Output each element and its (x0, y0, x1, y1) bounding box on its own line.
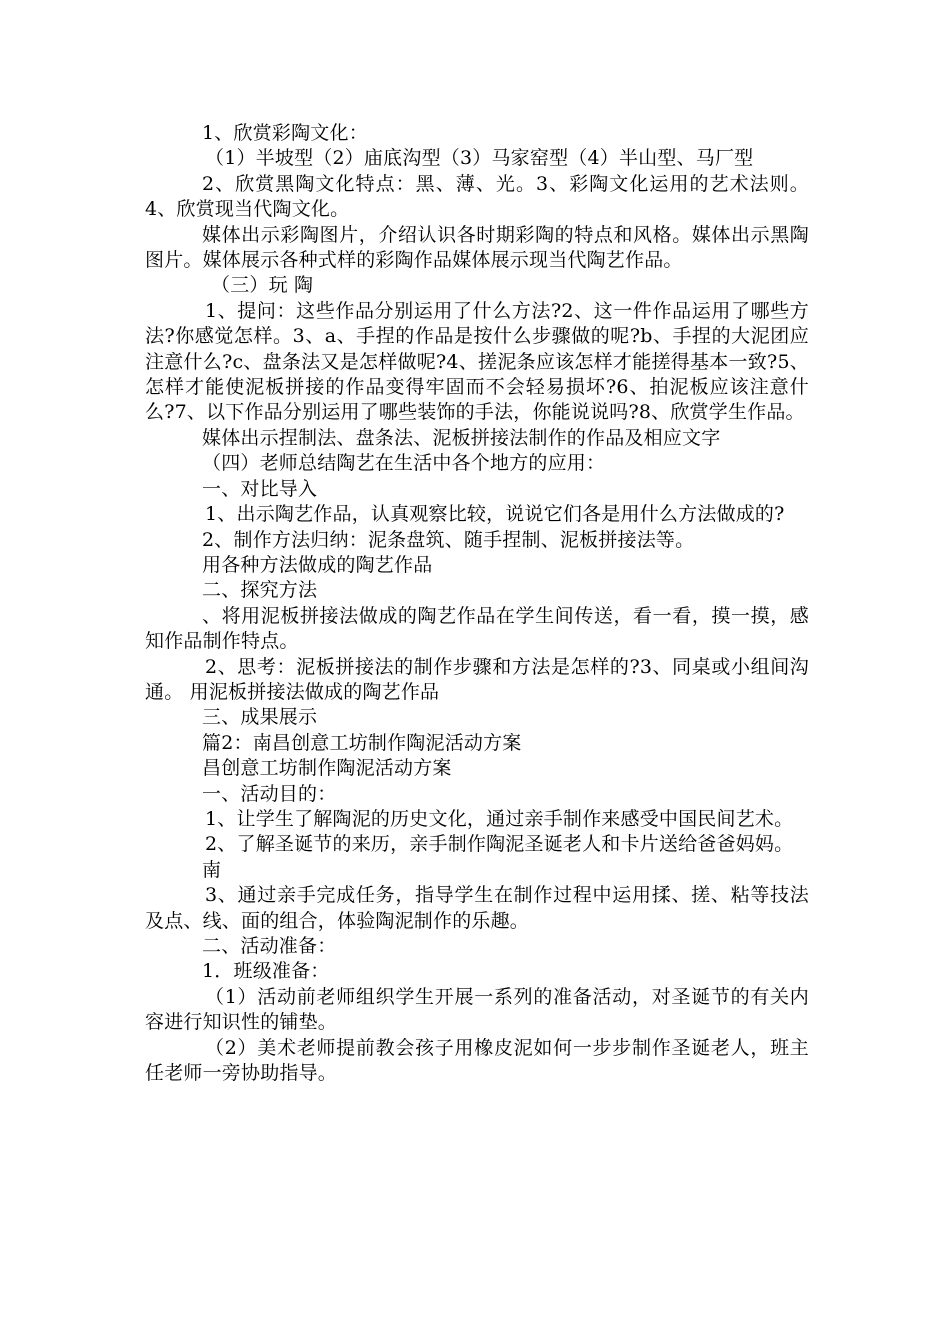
paragraph: 南 (202, 858, 222, 881)
paragraph: （1）活动前老师组织学生开展一系列的准备活动，对圣诞节的有关内容进行知识性的铺垫。 (145, 985, 809, 1034)
paragraph: （1）半坡型（2）庙底沟型（3）马家窑型（4）半山型、马厂型 (205, 147, 754, 170)
paragraph: 2、了解圣诞节的来历，亲手制作陶泥圣诞老人和卡片送给爸爸妈妈。 (205, 833, 794, 856)
section-heading: 一、对比导入 (202, 477, 318, 500)
paragraph: 1、欣赏彩陶文化： (202, 122, 368, 144)
paragraph: 、将用泥板拼接法做成的陶艺作品在学生间传送，看一看，摸一摸，感知作品制作特点。 (145, 604, 809, 653)
section-heading: （三）玩 陶 (211, 274, 314, 297)
article-subtitle: 昌创意工坊制作陶泥活动方案 (202, 757, 452, 780)
paragraph: 2、欣赏黑陶文化特点：黑、薄、光。3、彩陶文化运用的艺术法则。4、欣赏现当代陶文化。 (145, 172, 809, 221)
paragraph: 媒体出示捏制法、盘条法、泥板拼接法制作的作品及相应文字 (202, 426, 721, 449)
paragraph: 用各种方法做成的陶艺作品 (202, 553, 433, 576)
paragraph: 2、思考：泥板拼接法的制作步骤和方法是怎样的?3、同桌或小组间沟通。 用泥板拼接法做成的陶艺作品 (145, 655, 809, 703)
section-heading: 1．班级准备： (202, 960, 330, 983)
section-heading: （四）老师总结陶艺在生活中各个地方的应用： (202, 452, 606, 475)
paragraph: 1、让学生了解陶泥的历史文化，通过亲手制作来感受中国民间艺术。 (205, 807, 794, 830)
section-heading: 三、成果展示 (202, 706, 318, 729)
section-heading: 一、活动目的： (202, 782, 337, 805)
paragraph: 1、提问：这些作品分别运用了什么方法?2、这一件作品运用了哪些方法?你感觉怎样。3、a、手捏的作品是按什么步骤做的呢?b、手捏的大泥团应注意什么?c、盘条法又是怎样做呢?4、搓泥条应该怎样才能搓得基本一致?5、怎样才能使泥板拼接的作品变得牢固而不会轻易损坏?6、拍泥板应该注意什么?7、以下作品分别运用了哪些装饰的手法，你能说说吗?8、欣赏学生作品。 (145, 299, 809, 424)
paragraph: 1、出示陶艺作品，认真观察比较，说说它们各是用什么方法做成的? (205, 503, 785, 526)
paragraph: （2）美术老师提前教会孩子用橡皮泥如何一步步制作圣诞老人，班主任老师一旁协助指导。 (145, 1036, 809, 1085)
paragraph: 3、通过亲手完成任务，指导学生在制作过程中运用揉、搓、粘等技法及点、线、面的组合，体验陶泥制作的乐趣。 (145, 884, 809, 932)
paragraph: 2、制作方法归纳：泥条盘筑、随手捏制、泥板拼接法等。 (202, 528, 695, 551)
section-heading: 二、探究方法 (202, 579, 318, 602)
section-heading: 二、活动准备： (202, 935, 337, 957)
article-title: 篇2：南昌创意工坊制作陶泥活动方案 (202, 731, 522, 754)
paragraph: 媒体出示彩陶图片，介绍认识各时期彩陶的特点和风格。媒体出示黑陶图片。媒体展示各种式样的彩陶作品媒体展示现当代陶艺作品。 (145, 223, 809, 272)
document-body (145, 121, 809, 1086)
